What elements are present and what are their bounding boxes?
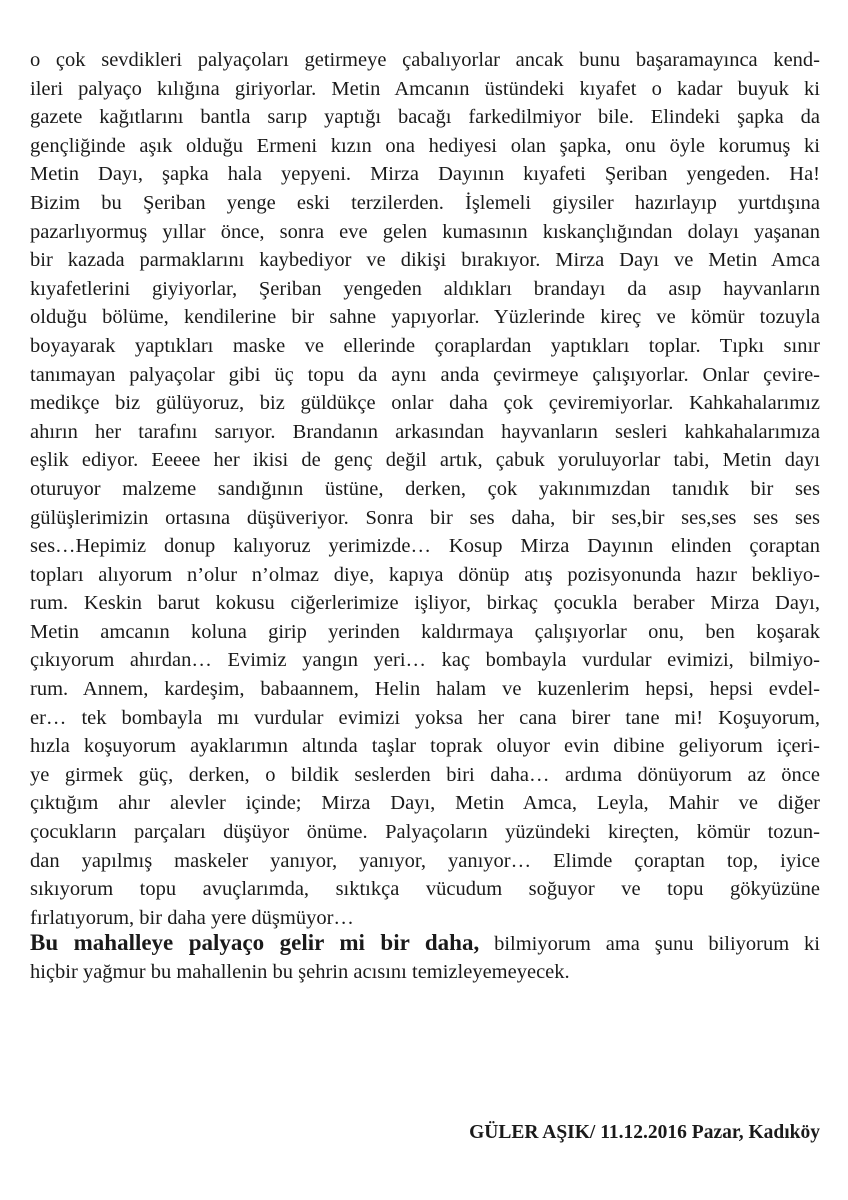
closing-line: hiçbir yağmur bu mahallenin bu şehrin acısını temizleyemeyecek. xyxy=(30,960,570,983)
body-line: o çok sevdikleri palyaçoları getirmeye çabalıyorlar ancak bunu başaramayınca kend- xyxy=(30,49,820,71)
body-line: bir kazada parmaklarını kaybediyor ve dikişi bırakıyor. Mirza Dayı ve Metin Amca xyxy=(30,249,820,272)
body-line: sıkıyorum topu avuçlarımda, sıktıkça vücudum soğuyor ve topu gökyüzüne xyxy=(30,878,820,901)
body-line: ye girmek güç, derken, o bildik seslerden biri daha… ardıma dönüyorum az önce xyxy=(30,763,820,786)
closing-paragraph xyxy=(30,929,820,986)
body-line: kıyafetlerini giyiyorlar, Şeriban yengeden aldıkları brandayı da asıp hayvanların xyxy=(30,277,820,300)
body-line: çıkıyorum ahırdan… Evimiz yangın yeri… kaç bombayla vurdular evimizi, bilmiyo- xyxy=(30,649,820,672)
body-line: çocukların parçaları düşüyor önüme. Palyaçoların yüzündeki kireçten, kömür tozun- xyxy=(30,821,820,844)
body-line: gençliğinde aşık olduğu Ermeni kızın ona hediyesi olan şapka, onu öyle korumuş ki xyxy=(30,134,820,157)
closing-lead: Bu mahalleye palyaço gelir mi bir daha, xyxy=(30,930,480,955)
body-line: tanımayan palyaçolar gibi üç topu da aynı anda çevirmeye çalışıyorlar. Onlar çevire- xyxy=(30,363,820,386)
body-line: oturuyor malzeme sandığının üstüne, derken, çok yakınımızdan tanıdık bir ses xyxy=(30,477,820,500)
body-line: ahırın her tarafını sarıyor. Brandanın arkasından hayvanların sesleri kahkahalarımıza xyxy=(30,420,820,443)
body-line: rum. Keskin barut kokusu ciğerlerimize işliyor, birkaç çocukla beraber Mirza Dayı, xyxy=(30,592,820,615)
body-line: rum. Annem, kardeşim, babaannem, Helin halam ve kuzenlerim hepsi, hepsi evdel- xyxy=(30,678,820,701)
body-line: fırlatıyorum, bir daha yere düşmüyor… xyxy=(30,906,354,929)
body-line: Metin Dayı, şapka hala yepyeni. Mirza Dayının kıyafeti Şeriban yengeden. Ha! xyxy=(30,163,820,186)
body-line: Bizim bu Şeriban yenge eski terzilerden. İşlemeli giysiler hazırlayıp yurtdışına xyxy=(30,191,820,214)
body-line: olduğu bölüme, kendilerine bir sahne yapıyorlar. Yüzlerinde kireç ve kömür tozuyla xyxy=(30,306,820,329)
body-line: Metin amcanın koluna girip yerinden kaldırmaya çalışıyorlar onu, ben koşarak xyxy=(30,620,820,643)
body-line: dan yapılmış maskeler yanıyor, yanıyor, yanıyor… Elimde çoraptan top, iyice xyxy=(30,849,820,872)
closing-rest: bilmiyorum ama şunu biliyorum ki xyxy=(479,933,820,955)
body-line: çıktığım ahır alevler içinde; Mirza Dayı, Metin Amca, Leyla, Mahir ve diğer xyxy=(30,792,820,815)
body-text xyxy=(30,46,820,932)
body-line: hızla koşuyorum ayaklarımın altında taşlar toprak oluyor evin dibine geliyorum içeri- xyxy=(30,735,820,758)
body-line: gülüşlerimizin ortasına düşüveriyor. Sonra bir ses daha, bir ses,bir ses,ses ses ses xyxy=(30,506,820,529)
body-line: pazarlıyormuş yıllar önce, sonra eve gelen kumasının kıskançlığından dolayı yaşanan xyxy=(30,220,820,243)
author-signature: GÜLER AŞIK/ 11.12.2016 Pazar, Kadıköy xyxy=(469,1122,820,1143)
body-line: er… tek bombayla mı vurdular evimizi yoksa her cana birer tane mi! Koşuyorum, xyxy=(30,706,820,729)
body-line: ileri palyaço kılığına giriyorlar. Metin Amcanın üstündeki kıyafet o kadar buyuk ki xyxy=(30,77,820,100)
body-line: gazete kağıtlarını bantla sarıp yaptığı bacağı farkedilmiyor bile. Elindeki şapka da xyxy=(30,106,820,129)
body-line: medikçe biz gülüyoruz, biz güldükçe onlar daha çok çeviremiyorlar. Kahkahalarımız xyxy=(30,392,820,415)
body-line: eşlik ediyor. Eeeee her ikisi de genç değil artık, çabuk yoruluyorlar tabi, Metin dayı xyxy=(30,449,820,472)
body-line: ses…Hepimiz donup kalıyoruz yerimizde… Kosup Mirza Dayının elinden çoraptan xyxy=(30,535,820,558)
closing-line xyxy=(30,929,820,958)
body-line: topları alıyorum n’olur n’olmaz diye, kapıya dönüp atış pozisyonunda hazır bekliyo- xyxy=(30,563,820,586)
body-line: boyayarak yaptıkları maske ve ellerinde çoraplardan yaptıkları toplar. Tıpkı sınır xyxy=(30,334,820,357)
